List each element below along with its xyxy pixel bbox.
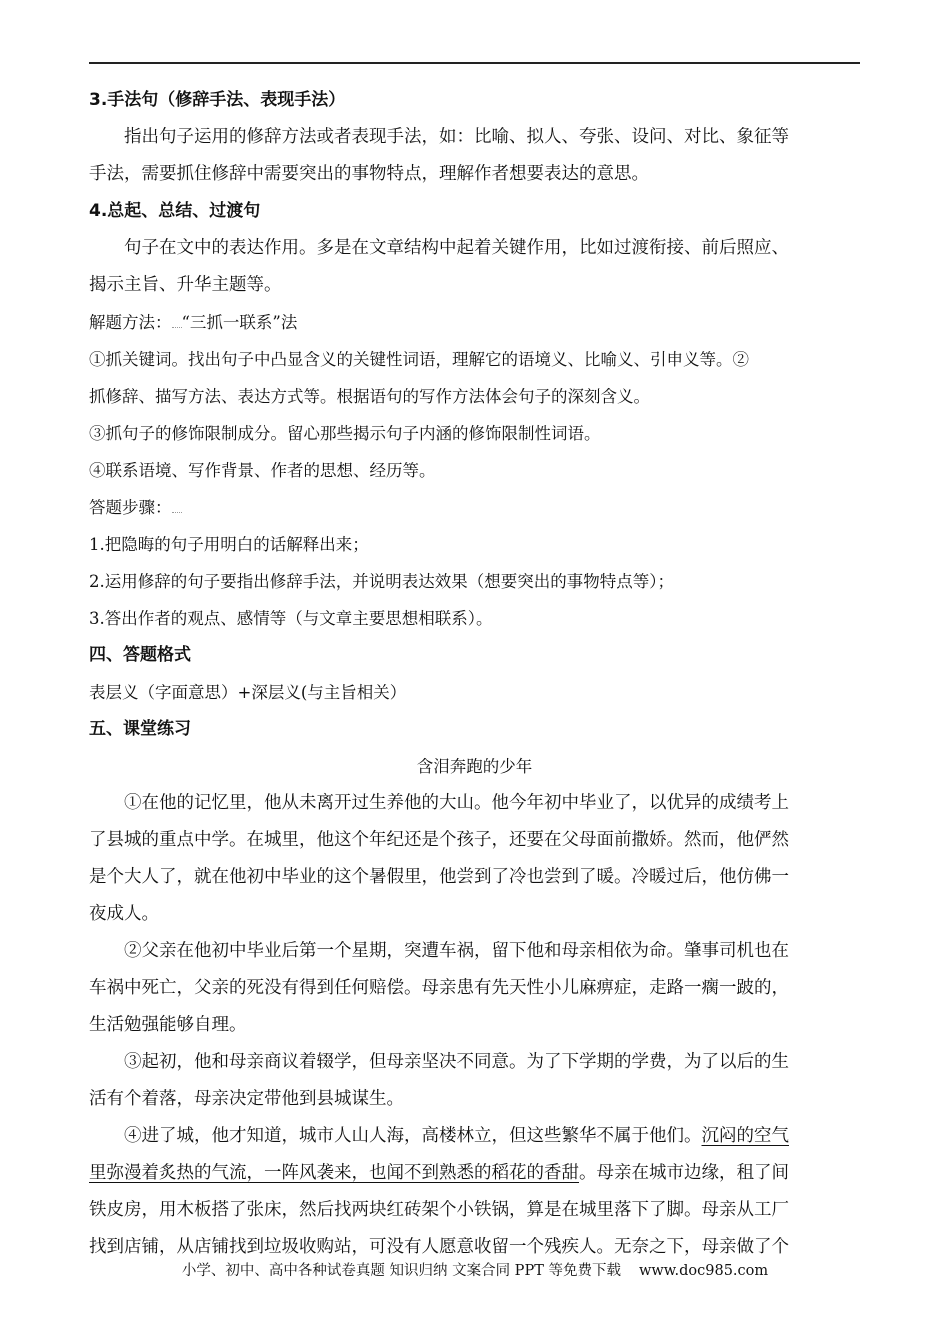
article-line: 了县城的重点中学。在城里，他这个年纪还是个孩子，还要在父母面前撒娇。然而，他俨然 — [89, 830, 789, 850]
article-text: ④进了城，他才知道，城市人山人海，高楼林立，但这些繁华不属于他们。 — [124, 1126, 702, 1146]
step-item: 3.答出作者的观点、感情等（与文章主要思想相联系）。 — [89, 609, 493, 628]
article-text: 。母亲在城市边缘，租了间 — [579, 1163, 789, 1183]
section-heading-3: 3.手法句（修辞手法、表现手法） — [89, 90, 346, 110]
article-line: ②父亲在他初中毕业后第一个星期，突遭车祸，留下他和母亲相依为命。肇事司机也在 — [124, 941, 789, 961]
step-item: 1.把隐晦的句子用明白的话解释出来； — [89, 535, 369, 554]
article-line: 铁皮房，用木板搭了张床，然后找两块红砖架个小铁锅，算是在城里落下了脚。母亲从工厂 — [89, 1200, 789, 1220]
footer-text: 小学、初中、高中各种试卷真题 知识归纳 文案合同 PPT 等免费下载 — [181, 1263, 621, 1279]
method-line — [89, 304, 860, 341]
label-mark — [172, 317, 182, 328]
footer-url[interactable]: www.doc985.com — [638, 1263, 769, 1279]
header-rule — [89, 62, 860, 64]
steps-line — [89, 489, 860, 526]
paragraph-line: 手法，需要抓住修辞中需要突出的事物特点，理解作者想要表达的意思。 — [89, 164, 649, 184]
article-line: 车祸中死亡，父亲的死没有得到任何赔偿。母亲患有先天性小儿麻痹症，走路一瘸一跛的， — [89, 978, 789, 998]
article-line: ③起初，他和母亲商议着辍学，但母亲坚决不同意。为了下学期的学费，为了以后的生 — [124, 1052, 789, 1072]
paragraph-line: 指出句子运用的修辞方法或者表现手法，如：比喻、拟人、夸张、设问、对比、象征等 — [124, 127, 789, 147]
article-line: 找到店铺，从店铺找到垃圾收购站，可没有人愿意收留一个残疾人。无奈之下，母亲做了个 — [89, 1237, 789, 1257]
article-line — [89, 1155, 860, 1192]
article-line: 夜成人。 — [89, 904, 159, 924]
document-page — [89, 82, 860, 1266]
paragraph-line: 抓修辞、描写方法、表达方式等。根据语句的写作方法体会句子的深刻含义。 — [89, 387, 650, 406]
method-label: 解题方法： — [89, 313, 172, 332]
method-value: “三抓一联系”法 — [181, 313, 298, 332]
article-line: ①在他的记忆里，他从未离开过生养他的大山。他今年初中毕业了，以优异的成绩考上 — [124, 793, 789, 813]
format-line: 表层义（字面意思）+深层义(与主旨相关） — [89, 683, 407, 702]
steps-label: 答题步骤： — [89, 498, 172, 517]
underlined-sentence: 里弥漫着炙热的气流，一阵风袭来，也闻不到熟悉的稻花的香甜 — [89, 1163, 579, 1183]
label-mark — [172, 502, 182, 513]
section-heading-five: 五、课堂练习 — [89, 719, 191, 739]
paragraph-line: 句子在文中的表达作用。多是在文章结构中起着关键作用，比如过渡衔接、前后照应、 — [124, 238, 789, 258]
paragraph-line: 揭示主旨、升华主题等。 — [89, 275, 282, 295]
article-line — [89, 1118, 860, 1155]
step-item: 2.运用修辞的句子要指出修辞手法，并说明表达效果（想要突出的事物特点等）； — [89, 572, 674, 591]
article-title: 含泪奔跑的少年 — [416, 757, 533, 776]
paragraph-line: ①抓关键词。找出句子中凸显含义的关键性词语，理解它的语境义、比喻义、引申义等。② — [89, 350, 749, 369]
paragraph-line: ③抓句子的修饰限制成分。留心那些揭示句子内涵的修饰限制性词语。 — [89, 424, 601, 443]
article-line: 活有个着落，母亲决定带他到县城谋生。 — [89, 1089, 404, 1109]
article-line: 是个大人了，就在他初中毕业的这个暑假里，他尝到了冷也尝到了暖。冷暖过后，他仿佛一 — [89, 867, 789, 887]
underlined-sentence: 沉闷的空气 — [701, 1126, 789, 1146]
article-line: 生活勉强能够自理。 — [89, 1015, 247, 1035]
paragraph-line: ④联系语境、写作背景、作者的思想、经历等。 — [89, 461, 436, 480]
page-footer — [0, 1259, 950, 1283]
section-heading-four: 四、答题格式 — [89, 645, 191, 665]
section-heading-4: 4.总起、总结、过渡句 — [89, 201, 261, 221]
